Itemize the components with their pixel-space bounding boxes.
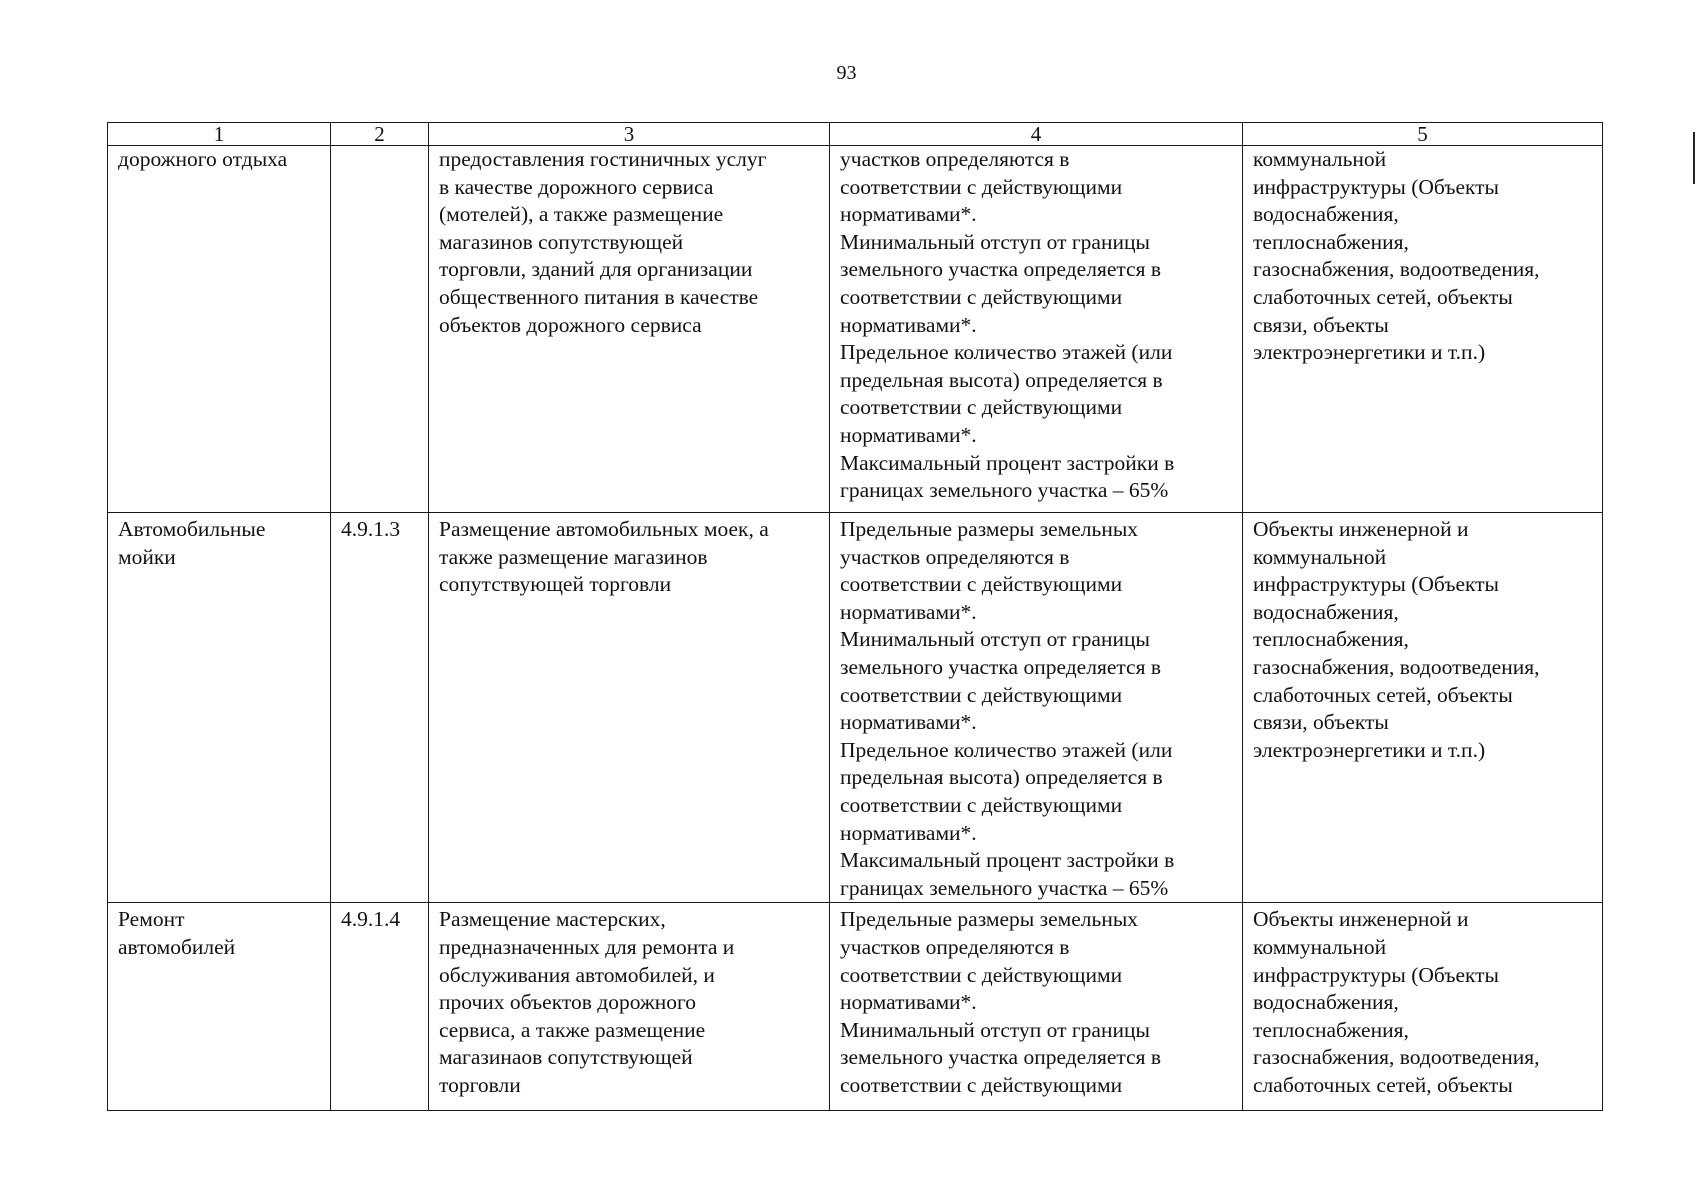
use-type-name: Автомобильные мойки: [108, 513, 331, 903]
table-row: [108, 513, 1603, 903]
use-type-description: Размещение мастерских, предназначенных для ремонта и обслуживания автомобилей, и прочих объектов дорожного сервиса, а также размещение магазинаов сопутствующей торговли: [429, 903, 830, 1111]
use-type-code: 4.9.1.3: [331, 513, 429, 903]
infrastructure-objects: коммунальной инфраструктуры (Объекты водоснабжения, теплоснабжения, газоснабжения, водоотведения, слаботочных сетей, объекты связи, объекты электроэнергетики и т.п.): [1243, 146, 1603, 513]
building-parameters: участков определяются в соответствии с действующими нормативами*. Минимальный отступ от границы земельного участка определяется в соответствии с действующими нормативами*. Предельное количество этажей (или предельная высота) определяется в соответствии с действующими нормативами*. Максимальный процент застройки в границах земельного участка – 65%: [830, 146, 1243, 513]
infrastructure-objects: Объекты инженерной и коммунальной инфраструктуры (Объекты водоснабжения, теплоснабжения, газоснабжения, водоотведения, слаботочных сетей, объекты: [1243, 903, 1603, 1111]
page-number: 93: [836, 62, 857, 84]
column-header-2: 2: [331, 123, 429, 146]
building-parameters: Предельные размеры земельных участков определяются в соответствии с действующими нормативами*. Минимальный отступ от границы земельного участка определяется в соответствии с действующими нормативами*. Предельное количество этажей (или предельная высота) определяется в соответствии с действующими нормативами*. Максимальный процент застройки в границах земельного участка – 65%: [830, 513, 1243, 903]
column-header-3: 3: [429, 123, 830, 146]
column-number-row: [108, 123, 1603, 146]
scan-edge-mark: [1693, 132, 1695, 184]
use-type-code: [331, 146, 429, 513]
zoning-table: [107, 122, 1603, 1111]
table-row: [108, 903, 1603, 1111]
use-type-description: предоставления гостиничных услуг в качестве дорожного сервиса (мотелей), а также размещение магазинов сопутствующей торговли, зданий для организации общественного питания в качестве объектов дорожного сервиса: [429, 146, 830, 513]
use-type-name: Ремонт автомобилей: [108, 903, 331, 1111]
use-type-description: Размещение автомобильных моек, а также размещение магазинов сопутствующей торговли: [429, 513, 830, 903]
column-header-4: 4: [830, 123, 1243, 146]
table-row: [108, 146, 1603, 513]
infrastructure-objects: Объекты инженерной и коммунальной инфраструктуры (Объекты водоснабжения, теплоснабжения, газоснабжения, водоотведения, слаботочных сетей, объекты связи, объекты электроэнергетики и т.п.): [1243, 513, 1603, 903]
use-type-code: 4.9.1.4: [331, 903, 429, 1111]
use-type-name: дорожного отдыха: [108, 146, 331, 513]
building-parameters: Предельные размеры земельных участков определяются в соответствии с действующими нормативами*. Минимальный отступ от границы земельного участка определяется в соответствии с действующими: [830, 903, 1243, 1111]
column-header-5: 5: [1243, 123, 1603, 146]
column-header-1: 1: [108, 123, 331, 146]
